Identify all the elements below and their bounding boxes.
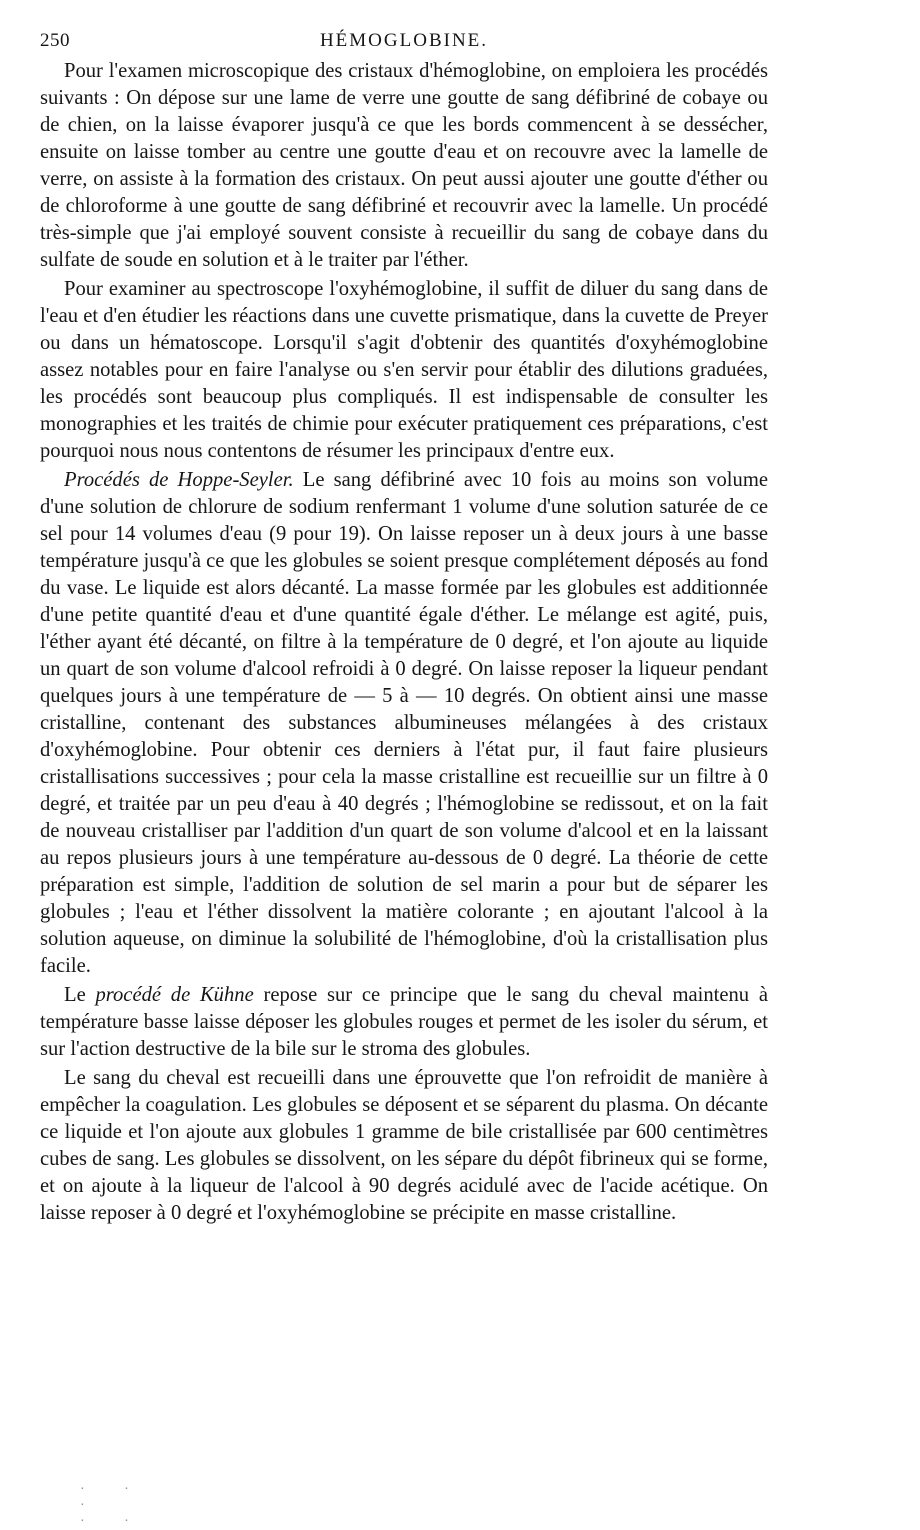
running-head: [40, 28, 768, 58]
running-title: HÉMOGLOBINE.: [319, 30, 489, 51]
paragraph-kuhne-procedure: [40, 1065, 768, 1227]
paragraph-text: Le sang du cheval est recueilli dans une éprouvette que l'on refroidit de manière à empêcher la coagulation. Les globules se déposent et se séparent du plasma. On décante ce liquide et l'on ajoute aux globules 1 gramme de bile cristallisée par 600 centimètres cubes de sang. Les globules se dissolvent, on les sépare du dépôt fibrineux qui se forme, et on ajoute à la liqueur de l'alcool à 90 degrés acidulé avec de l'acide acétique. On laisse reposer à 0 degré et l'oxyhémoglobine se précipite en masse cristalline.: [40, 1067, 768, 1224]
page-number: 250: [40, 30, 70, 51]
paragraph-text: Le sang défibriné avec 10 fois au moins son volume d'une solution de chlorure de sodium renfermant 1 volume d'une solution saturée de ce sel pour 14 volumes d'eau (9 pour 19). On laisse reposer un à deux jours à une basse température jusqu'à ce que les globules se soient presque complétement déposés au fond du vase. Le liquide est alors décanté. La masse formée par les globules est additionnée d'une petite quantité d'eau et d'une quantité égale d'éther. Le mélange est agité, puis, l'éther ayant été décanté, on filtre à la température de 0 degré, et l'on ajoute au liquide un quart de son volume d'alcool refroidi à 0 degré. On laisse reposer la liqueur pendant quelques jours à une température de — 5 à — 10 degrés. On obtient ainsi une masse cristalline, contenant des substances albumineuses mélangées à des cristaux d'oxyhémoglobine. Pour obtenir ces derniers à l'état pur, il faut faire plusieurs cristallisations successives ; pour cela la masse cristalline est recueillie sur un filtre à 0 degré, et traitée par un peu d'eau à 40 degrés ; l'hémoglobine se redissout, et on la fait de nouveau cristalliser par l'addition d'un quart de son volume d'alcool et en la laissant au repos plusieurs jours à une température au-dessous de 0 degré. La théorie de cette préparation est simple, l'addition de solution de sel marin a pour but de séparer les globules ; l'eau et l'éther dissolvent la matière colorante ; en ajoutant l'alcool à la solution aqueuse, on diminue la solubilité de l'hémoglobine, d'où la cristallisation plus facile.: [40, 469, 768, 977]
paragraph-microscopic-examination: [40, 58, 768, 274]
paragraph-text: repose sur ce principe que le sang du cheval maintenu à température basse laisse déposer les globules rouges et permet de les isoler du sérum, et sur l'action destructive de la bile sur le stroma des globules.: [40, 984, 768, 1060]
paragraph-hoppe-seyler: [40, 467, 768, 980]
body-text: [40, 58, 768, 1227]
paragraph-lead-italic: Procédés de Hoppe-Seyler.: [64, 469, 294, 491]
paragraph-kuhne-principle: [40, 982, 768, 1063]
paragraph-text: Pour examiner au spectroscope l'oxyhémoglobine, il suffit de diluer du sang dans de l'eau et d'en étudier les réactions dans une cuvette prismatique, dans la cuvette de Preyer ou dans un hématoscope. Lorsqu'il s'agit d'obtenir des quantités d'oxyhémoglobine assez notables pour en faire l'analyse ou s'en servir pour établir des dilutions graduées, les procédés sont beaucoup plus compliqués. Il est indispensable de consulter les monographies et les traités de chimie pour exécuter pratiquement ces préparations, c'est pourquoi nous nous contentons de résumer les principaux d'entre eux.: [40, 278, 768, 462]
paragraph-lead-italic: procédé de Kühne: [95, 984, 254, 1006]
book-page: [40, 28, 768, 1227]
scan-artifact-marks: · · · · ·: [80, 1482, 920, 1529]
paragraph-text-before: Le: [64, 984, 96, 1006]
paragraph-text: Pour l'examen microscopique des cristaux d'hémoglobine, on emploiera les procédés suivants : On dépose sur une lame de verre une goutte de sang défibriné de cobaye ou de chien, on la laisse évaporer jusqu'à ce que les bords commencent à se dessécher, ensuite on laisse tomber au centre une goutte d'eau et on recouvre avec la lamelle de verre, on assiste à la formation des cristaux. On peut aussi ajouter une goutte d'éther ou de chloroforme à une goutte de sang défibriné et recouvrir avec la lamelle. Un procédé très-simple que j'ai employé souvent consiste à recueillir du sang de cobaye dans du sulfate de soude en solution et à le traiter par l'éther.: [40, 60, 768, 271]
paragraph-spectroscope: [40, 276, 768, 465]
